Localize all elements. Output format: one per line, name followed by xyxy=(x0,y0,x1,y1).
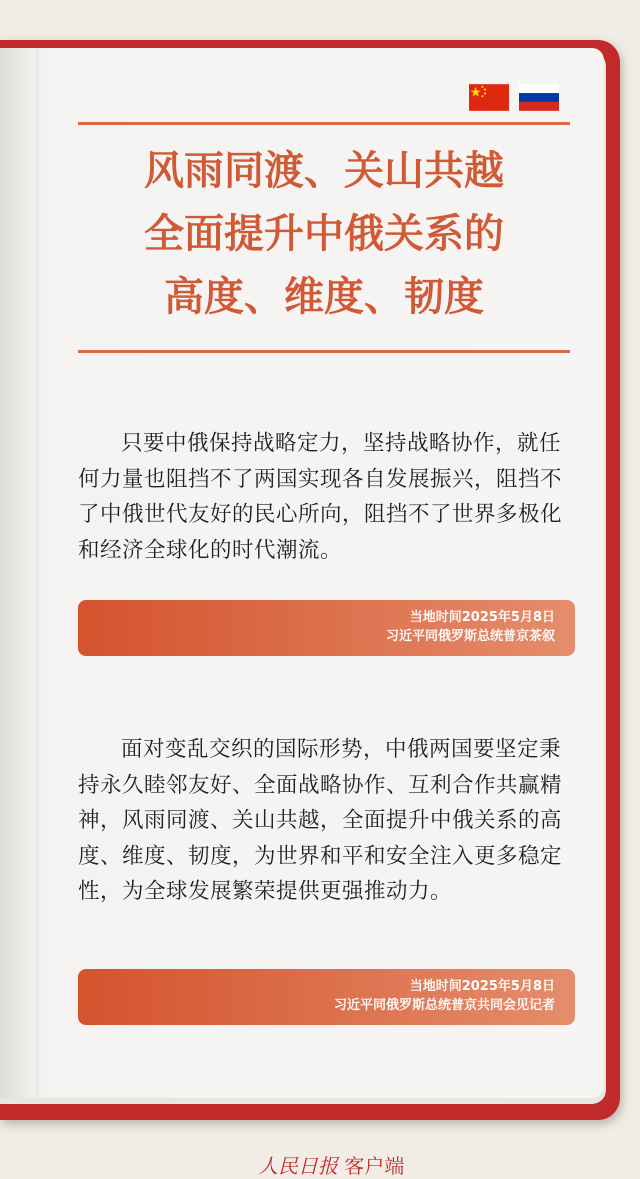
russia-flag-icon xyxy=(519,84,559,111)
quote-source-banner-1 xyxy=(78,600,575,656)
brand-footer xyxy=(258,1150,408,1179)
title-top-rule xyxy=(78,122,570,125)
quote-text-1: 只要中俄保持战略定力，坚持战略协作，就任何力量也阻挡不了两国实现各自发展振兴，阻挡不了中俄世代友好的民心所向，阻挡不了世界多极化和经济全球化的时代潮流。 xyxy=(78,431,563,563)
title-line-1: 风雨同渡、关山共越 xyxy=(144,148,504,194)
quote-text-2: 面对变乱交织的国际形势，中俄两国要坚定秉持永久睦邻友好、全面战略协作、互利合作共赢精神，风雨同渡、关山共越，全面提升中俄关系的高度、维度、韧度，为世界和平和安全注入更多稳定性，为全球发展繁荣提供更强推动力。 xyxy=(78,737,563,904)
page-title xyxy=(78,140,570,329)
source-event: 习近平同俄罗斯总统普京共同会见记者 xyxy=(333,998,555,1013)
source-date: 当地时间2025年5月8日 xyxy=(409,979,555,994)
title-bottom-rule xyxy=(78,350,570,353)
quote-source-banner-2 xyxy=(78,969,575,1025)
source-date: 当地时间2025年5月8日 xyxy=(409,610,555,625)
brand-suffix: 客户端 xyxy=(344,1154,405,1178)
brand-logo: 人民日报 xyxy=(258,1154,338,1178)
china-flag-icon xyxy=(469,84,509,111)
title-line-3: 高度、维度、韧度 xyxy=(164,274,484,320)
source-event: 习近平同俄罗斯总统普京茶叙 xyxy=(385,629,555,644)
title-line-2: 全面提升中俄关系的 xyxy=(144,211,504,257)
